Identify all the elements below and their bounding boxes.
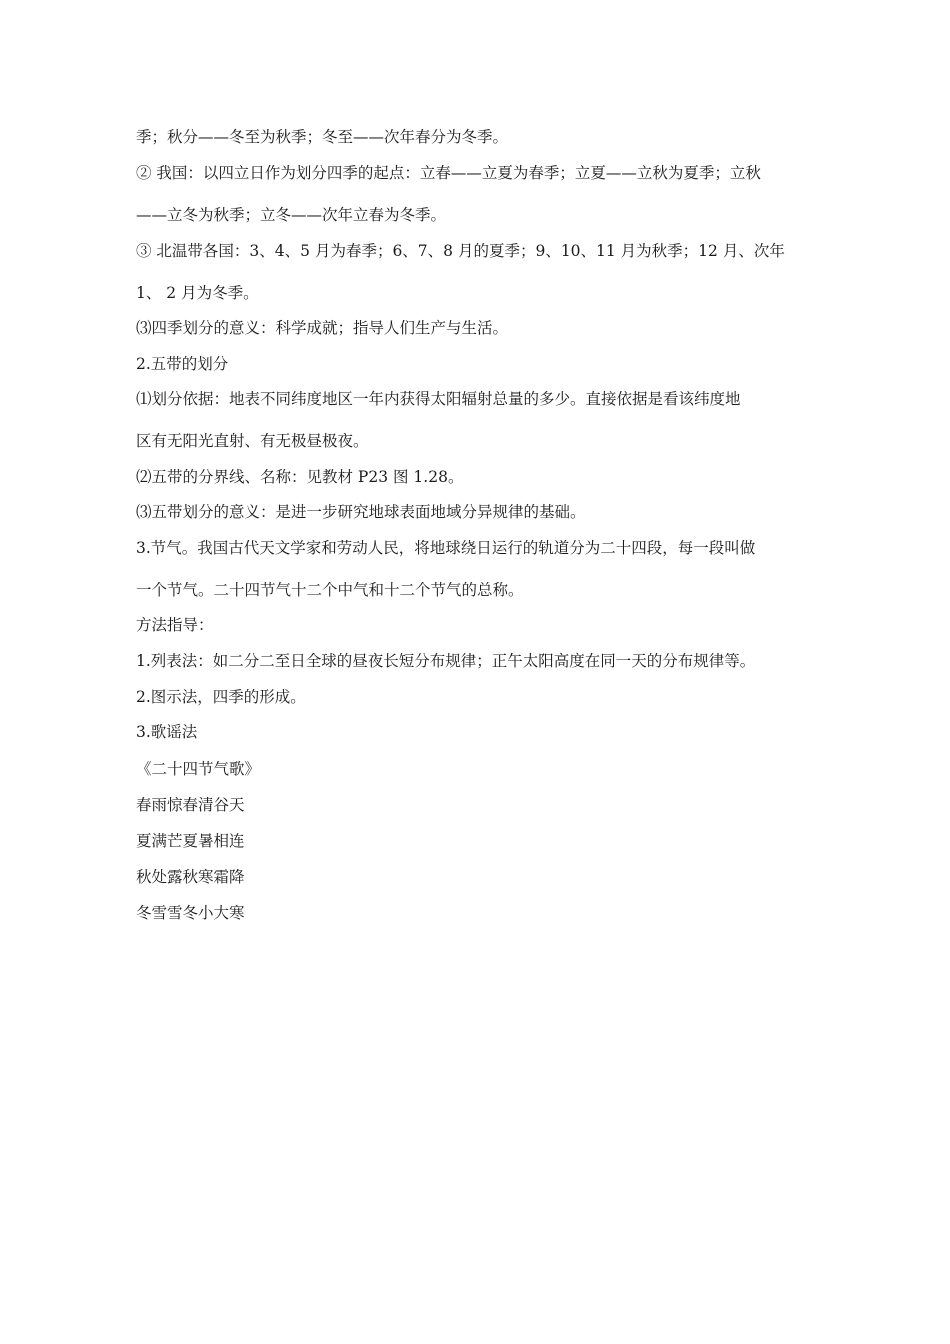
text-line-15: 1.列表法：如二分二至日全球的昼夜长短分布规律；正午太阳高度在同一天的分布规律等。	[136, 652, 756, 670]
text-line-10: ⑵五带的分界线、名称：见教材 P23 图 1.28。	[136, 468, 464, 486]
text-line-6: ⑶四季划分的意义：科学成就；指导人们生产与生活。	[136, 319, 509, 337]
text-line-8: ⑴划分依据：地表不同纬度地区一年内获得太阳辐射总量的多少。直接依据是看该纬度地	[136, 390, 741, 408]
text-line-4: ③ 北温带各国：3、4、5 月为春季；6、7、8 月的夏季；9、10、11 月为秋季；12 月、次年	[136, 242, 785, 260]
text-line-1: 季；秋分——冬至为秋季；冬至——次年春分为冬季。	[136, 128, 509, 146]
text-line-17: 3.歌谣法	[136, 723, 198, 741]
poem-line-3: 秋处露秋寒霜降	[136, 868, 245, 886]
text-line-2: ② 我国：以四立日作为划分四季的起点：立春——立夏为春季；立夏——立秋为夏季；立秋	[136, 164, 761, 182]
section-heading-method: 方法指导：	[136, 616, 214, 634]
text-line-3: ——立冬为秋季；立冬——次年立春为冬季。	[136, 206, 447, 224]
text-line-5: 1、 2 月为冬季。	[136, 284, 259, 302]
poem-line-4: 冬雪雪冬小大寒	[136, 904, 245, 922]
text-line-16: 2.图示法，四季的形成。	[136, 688, 306, 706]
poem-line-2: 夏满芒夏暑相连	[136, 832, 245, 850]
text-line-11: ⑶五带划分的意义：是进一步研究地球表面地域分异规律的基础。	[136, 503, 586, 521]
section-heading-five-zones: 2.五带的划分	[136, 355, 229, 373]
poem-title: 《二十四节气歌》	[136, 760, 261, 778]
text-line-9: 区有无阳光直射、有无极昼极夜。	[136, 432, 369, 450]
text-line-13: 一个节气。二十四节气十二个中气和十二个节气的总称。	[136, 581, 524, 599]
poem-line-1: 春雨惊春清谷天	[136, 796, 245, 814]
text-line-12: 3.节气。我国古代天文学家和劳动人民，将地球绕日运行的轨道分为二十四段，每一段叫做	[136, 539, 756, 557]
